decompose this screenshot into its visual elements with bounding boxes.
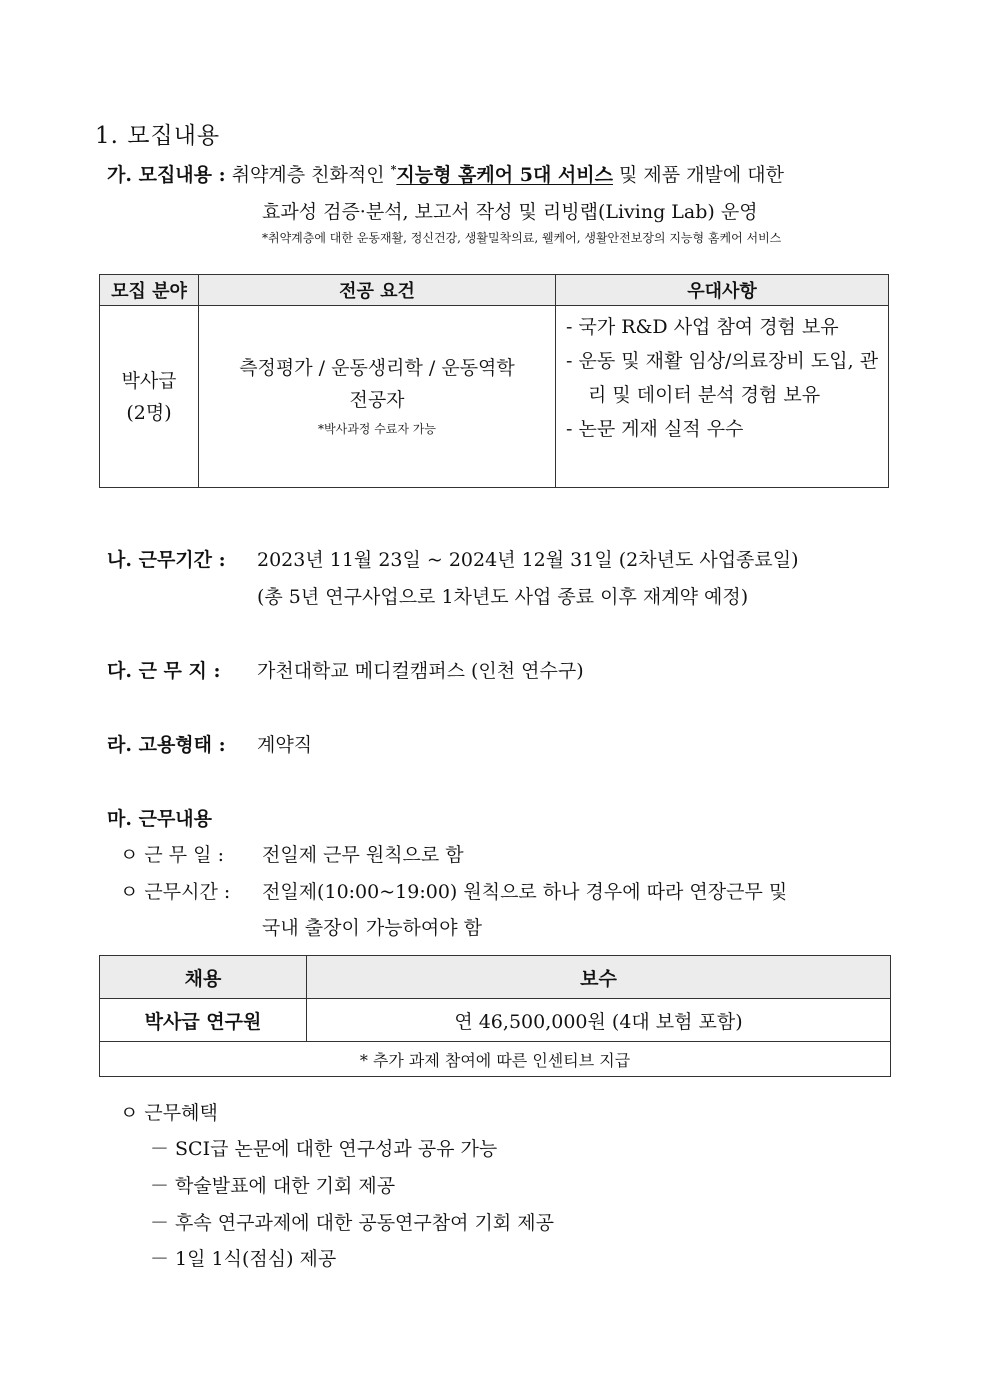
da-label: 다. 근 무 지 : xyxy=(107,660,221,682)
field-cell xyxy=(100,306,199,488)
benefit-item: － 학술발표에 대한 기회 제공 xyxy=(150,1175,396,1197)
ga-label: 가. 모집내용 : xyxy=(107,164,226,186)
table-row xyxy=(100,306,889,488)
ga-line2: 효과성 검증·분석, 보고서 작성 및 리빙랩(Living Lab) 운영 xyxy=(262,201,758,223)
benefit-item: － 후속 연구과제에 대한 공동연구참여 기회 제공 xyxy=(150,1212,554,1234)
recruit-table xyxy=(99,274,889,488)
field-line2: (2명) xyxy=(126,401,172,424)
table-header-row xyxy=(100,275,889,306)
preference-item: - 논문 게재 실적 우수 xyxy=(566,418,744,440)
ma-label: 마. 근무내용 xyxy=(107,808,212,830)
incentive-note: * 추가 과제 참여에 따른 인센티브 지급 xyxy=(100,1042,891,1077)
ga-line1 xyxy=(107,160,784,187)
hours-line1: 전일제(10:00~19:00) 원칙으로 하나 경우에 따라 연장근무 및 xyxy=(262,881,788,903)
na-line1: 2023년 11월 23일 ~ 2024년 12월 31일 (2차년도 사업종료일) xyxy=(257,549,799,571)
major-line1: 측정평가 / 운동생리학 / 운동역학 xyxy=(239,356,515,379)
ga-emphasis: 지능형 홈케어 5대 서비스 xyxy=(396,164,613,186)
header-preference: 우대사항 xyxy=(556,275,889,306)
salary-table xyxy=(99,955,891,1077)
benefit-item: － 1일 1식(점심) 제공 xyxy=(150,1248,337,1270)
da-value: 가천대학교 메디컬캠퍼스 (인천 연수구) xyxy=(257,660,584,682)
header-major: 전공 요건 xyxy=(199,275,556,306)
major-cell xyxy=(199,306,556,488)
preference-item: - 국가 R&D 사업 참여 경험 보유 xyxy=(566,316,839,338)
table-row xyxy=(100,999,891,1042)
hours-line2: 국내 출장이 가능하여야 함 xyxy=(262,917,483,939)
field-line1: 박사급 xyxy=(121,369,177,392)
pay-cell: 연 46,500,000원 (4대 보험 포함) xyxy=(307,999,891,1042)
hours-label: ㅇ 근무시간 : xyxy=(120,881,231,903)
header-role: 채용 xyxy=(100,956,307,999)
ra-value: 계약직 xyxy=(257,734,313,756)
workday-label: ㅇ 근 무 일 : xyxy=(120,844,224,866)
na-label: 나. 근무기간 : xyxy=(107,549,226,571)
table-row xyxy=(100,1042,891,1077)
na-line2: (총 5년 연구사업으로 1차년도 사업 종료 이후 재계약 예정) xyxy=(257,586,749,608)
benefits-title: ㅇ 근무혜택 xyxy=(120,1102,218,1124)
table-header-row xyxy=(100,956,891,999)
ga-footnote: *취약계층에 대한 운동재활, 정신건강, 생활밀착의료, 웰케어, 생활안전보장의 지능형 홈케어 서비스 xyxy=(262,231,782,245)
ga-line1-post: 및 제품 개발에 대한 xyxy=(612,164,784,186)
preference-cell xyxy=(556,306,889,488)
header-pay: 보수 xyxy=(307,956,891,999)
workday-value: 전일제 근무 원칙으로 함 xyxy=(262,844,464,866)
role-cell: 박사급 연구원 xyxy=(100,999,307,1042)
ra-label: 라. 고용형태 : xyxy=(107,734,226,756)
header-field: 모집 분야 xyxy=(100,275,199,306)
preference-item: - 운동 및 재활 임상/의료장비 도입, 관리 및 데이터 분석 경험 보유 xyxy=(566,350,879,406)
ga-line1-pre: 취약계층 친화적인 xyxy=(231,164,391,186)
major-line2: 전공자 xyxy=(349,388,405,411)
benefit-item: － SCI급 논문에 대한 연구성과 공유 가능 xyxy=(150,1138,498,1160)
major-note: *박사과정 수료자 가능 xyxy=(318,421,436,436)
section-title: 1. 모집내용 xyxy=(95,123,221,149)
ga-asterisk: * xyxy=(390,163,397,176)
